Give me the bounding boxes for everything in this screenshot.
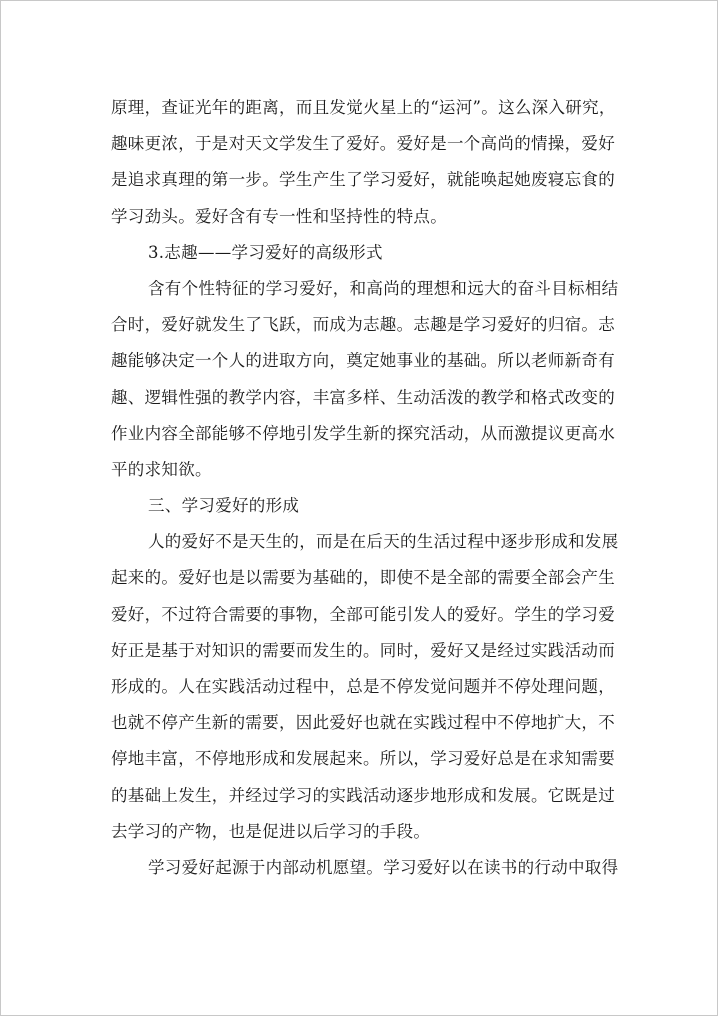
text-line: 好正是基于对知识的需要而发生的。同时，爱好又是经过实践活动而 — [111, 640, 615, 660]
text-line: 学习爱好起源于内部动机愿望。学习爱好以在读书的行动中取得 — [148, 857, 619, 877]
text-line: 趣能够决定一个人的进取方向，奠定她事业的基础。所以老师新奇有 — [111, 351, 615, 371]
text-line: 含有个性特征的学习爱好，和高尚的理想和远大的奋斗目标相结 — [148, 278, 619, 298]
text-line: 趣味更浓，于是对天文学发生了爱好。爱好是一个高尚的情操，爱好 — [111, 134, 615, 154]
text-line: 学习劲头。爱好含有专一性和坚持性的特点。 — [111, 206, 447, 226]
text-line: 也就不停产生新的需要，因此爱好也就在实践过程中不停地扩大，不 — [111, 713, 615, 733]
section-heading: 三、学习爱好的形成 — [148, 496, 300, 516]
text-line: 起来的。爱好也是以需要为基础的，即使不是全部的需要全部会产生 — [111, 568, 615, 588]
text-line: 合时，爱好就发生了飞跃，而成为志趣。志趣是学习爱好的归宿。志 — [111, 315, 615, 335]
text-line: 趣、逻辑性强的教学内容，丰富多样、生动活泼的教学和格式改变的 — [111, 387, 615, 407]
text-line: 停地丰富，不停地形成和发展起来。所以，学习爱好总是在求知需要 — [111, 749, 615, 769]
text-line: 平的求知欲。 — [111, 459, 212, 479]
text-line: 原理，查证光年的距离，而且发觉火星上的“运河”。这么深入研究， — [111, 98, 616, 117]
text-line: 形成的。人在实践活动过程中，总是不停发觉问题并不停处理问题， — [111, 677, 615, 696]
text-line: 是追求真理的第一步。学生产生了学习爱好，就能唤起她废寝忘食的 — [111, 170, 615, 190]
text-line: 的基础上发生，并经过学习的实践活动逐步地形成和发展。它既是过 — [111, 785, 615, 805]
text-line: 爱好，不过符合需要的事物，全部可能引发人的爱好。学生的学习爱 — [111, 604, 615, 624]
text-line: 人的爱好不是天生的，而是在后天的生活过程中逐步形成和发展 — [148, 532, 619, 552]
text-line: 作业内容全部能够不停地引发学生新的探究活动，从而激提议更高水 — [111, 423, 615, 443]
section-heading: 3.志趣——学习爱好的高级形式 — [148, 242, 383, 262]
text-line: 去学习的产物，也是促进以后学习的手段。 — [111, 821, 431, 841]
document-body — [111, 90, 619, 886]
